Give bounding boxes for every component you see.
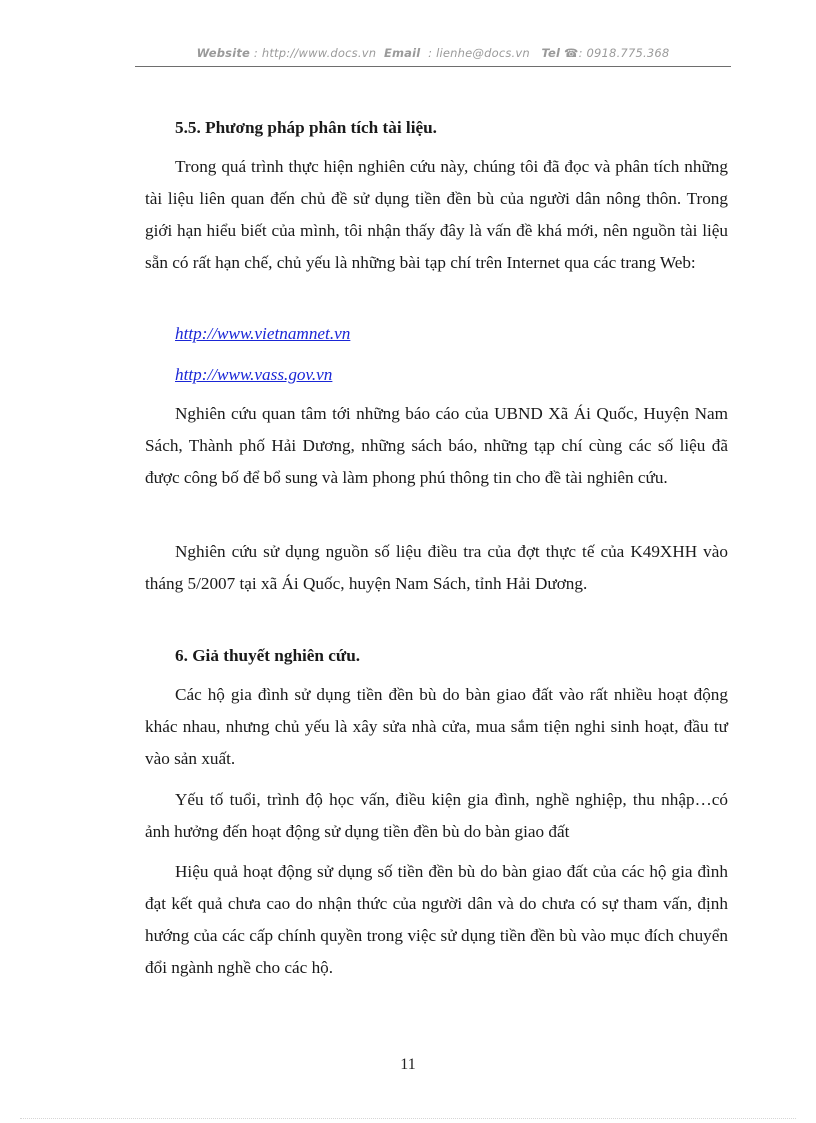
paragraph-6-hypothesis-1: Các hộ gia đình sử dụng tiền đền bù do bàn giao đất vào rất nhiều hoạt động khác nhau, nhưng chủ yếu là xây sửa nhà cửa, mua sắm tiện nghi sinh hoạt, đầu tư vào sản xuất.	[145, 685, 728, 768]
paragraph-5-5-intro: Trong quá trình thực hiện nghiên cứu này, chúng tôi đã đọc và phân tích những tài liệu liên quan đến chủ đề sử dụng tiền đền bù của người dân nông thôn. Trong giới hạn hiểu biết của mình, tôi nhận thấy đây là vấn đề khá mới, nên nguồn tài liệu sẵn có rất hạn chế, chủ yếu là những bài tạp chí trên Internet qua các trang Web:	[145, 157, 728, 272]
phone-icon: ☎	[564, 46, 579, 60]
paragraph-6-hypothesis-2: Yếu tố tuổi, trình độ học vấn, điều kiện gia đình, nghề nghiệp, thu nhập…có ảnh hưởng đến hoạt động sử dụng tiền đền bù do bàn giao đất	[145, 790, 728, 841]
heading-6: 6. Giả thuyết nghiên cứu.	[175, 646, 361, 665]
header-rule	[135, 66, 731, 67]
link-vietnamnet[interactable]: http://www.vietnamnet.vn	[175, 324, 351, 343]
tel-label: Tel	[541, 46, 561, 60]
website-label: Website	[196, 46, 251, 60]
paragraph-5-5-survey: Nghiên cứu sử dụng nguồn số liệu điều tra của đợt thực tế của K49XHH vào tháng 5/2007 tại xã Ái Quốc, huyện Nam Sách, tỉnh Hải Dương.	[145, 542, 728, 593]
link-line-2	[175, 359, 758, 391]
link-line-1	[175, 318, 758, 350]
page-number: 11	[400, 1056, 416, 1073]
paragraph-5-5-reports: Nghiên cứu quan tâm tới những báo cáo của UBND Xã Ái Quốc, Huyện Nam Sách, Thành phố Hải Dương, những sách báo, những tạp chí cùng các số liệu đã được công bố để bổ sung và làm phong phú thông tin cho đề tài nghiên cứu.	[145, 404, 728, 487]
tel-value: : 0918.775.368	[578, 46, 670, 60]
footer-rule	[20, 1118, 796, 1119]
email-label: Email	[383, 46, 421, 60]
link-vass[interactable]: http://www.vass.gov.vn	[175, 365, 333, 384]
website-value: : http://www.docs.vn	[253, 46, 377, 60]
email-value: : lienhe@docs.vn	[428, 46, 530, 60]
heading-5-5: 5.5. Phương pháp phân tích tài liệu.	[175, 118, 437, 137]
page-header	[135, 46, 731, 60]
paragraph-6-hypothesis-3: Hiệu quả hoạt động sử dụng số tiền đền bù do bàn giao đất của các hộ gia đình đạt kết quả chưa cao do nhận thức của người dân và do chưa có sự tham vấn, định hướng của các cấp chính quyền trong việc sử dụng tiền đền bù vào mục đích chuyển đổi ngành nghề cho các hộ.	[145, 862, 728, 977]
